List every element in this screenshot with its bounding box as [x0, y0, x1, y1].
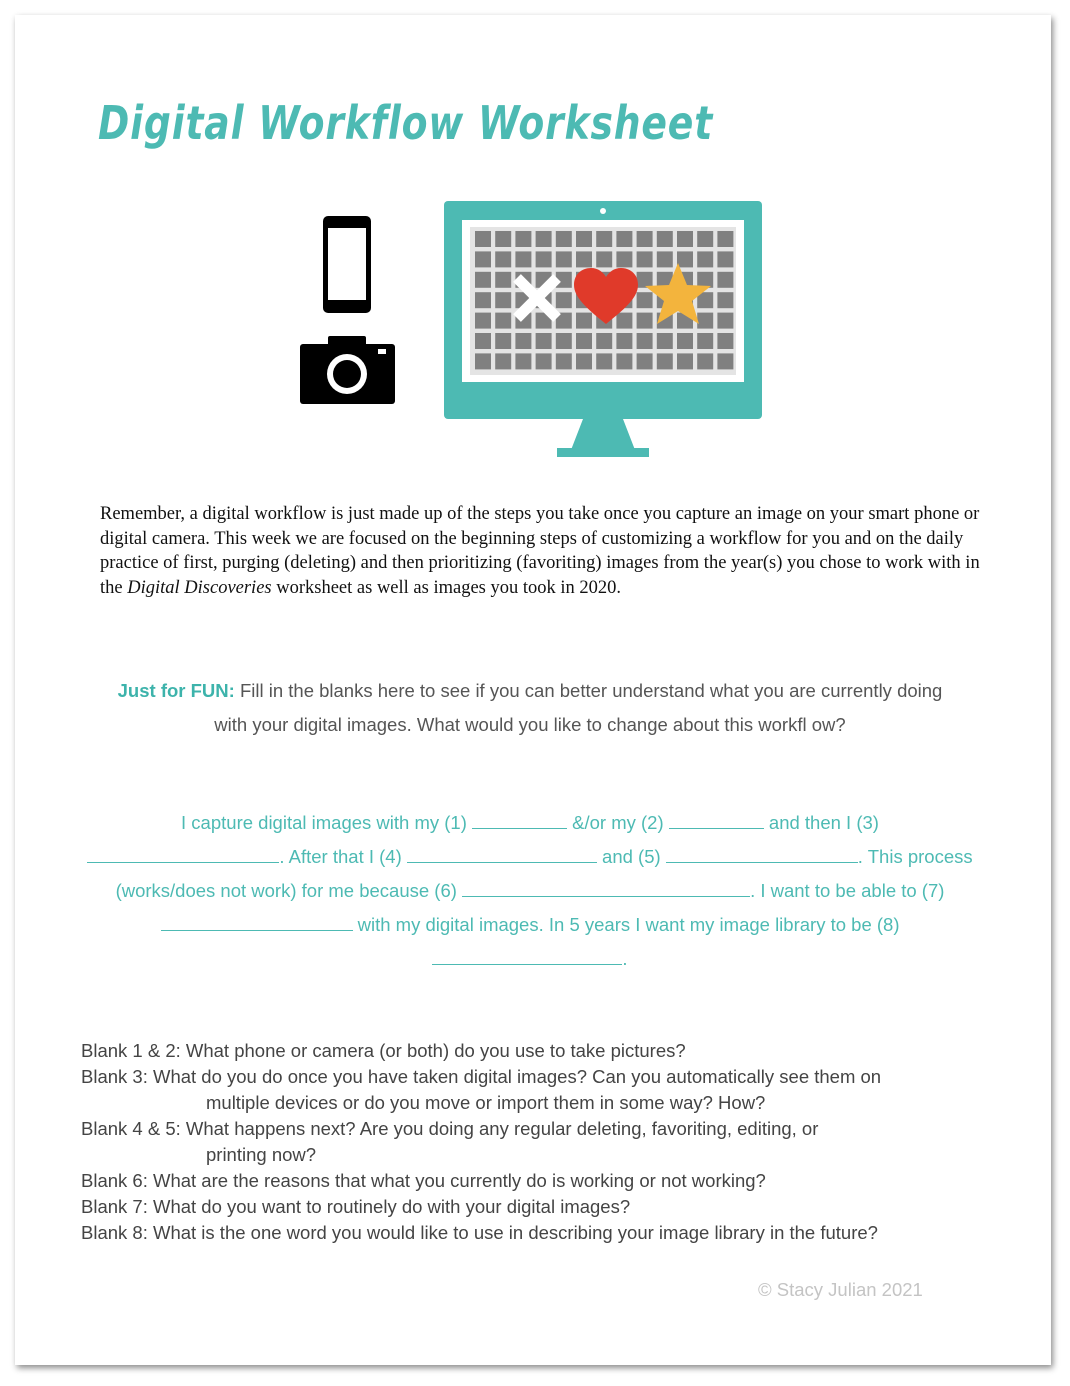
photo-thumbnail	[677, 251, 693, 267]
photo-thumbnail	[576, 231, 592, 247]
blank-5[interactable]	[666, 844, 858, 863]
blank-1[interactable]	[472, 810, 567, 829]
photo-thumbnail	[697, 251, 713, 267]
photo-thumbnail	[515, 333, 531, 349]
photo-thumbnail	[495, 333, 511, 349]
monitor-icon	[444, 201, 762, 457]
camera-icon	[300, 336, 395, 404]
fill-in-the-blanks: I capture digital images with my (1) &/or my (2) and then I (3) . After that I (4) and (5) . This process (works/does not work) for me because (6) . I want to be able to (7) with my digital images. In 5 years I want my image library to be (8) .	[80, 806, 980, 976]
photo-thumbnail	[596, 353, 612, 369]
hint-blank-4-5-continued: printing now?	[206, 1144, 317, 1165]
photo-thumbnail	[495, 292, 511, 308]
photo-thumbnail	[515, 231, 531, 247]
blank-4[interactable]	[407, 844, 597, 863]
photo-thumbnail	[717, 353, 733, 369]
photo-thumbnail	[697, 231, 713, 247]
photo-thumbnail	[536, 333, 552, 349]
photo-thumbnail	[717, 251, 733, 267]
photo-thumbnail	[697, 313, 713, 329]
illustration	[0, 0, 1070, 470]
photo-thumbnail	[576, 313, 592, 329]
photo-thumbnail	[717, 272, 733, 288]
hint-blank-8: Blank 8: What is the one word you would like to use in describing your image library in the future?	[81, 1222, 878, 1243]
photo-thumbnail	[576, 251, 592, 267]
photo-thumbnail	[536, 353, 552, 369]
blank-7[interactable]	[161, 912, 353, 931]
photo-thumbnail	[475, 313, 491, 329]
photo-thumbnail	[677, 353, 693, 369]
photo-thumbnail	[637, 272, 653, 288]
photo-thumbnail	[596, 251, 612, 267]
photo-thumbnail	[697, 333, 713, 349]
photo-thumbnail	[475, 292, 491, 308]
hint-blank-3: Blank 3: What do you do once you have taken digital images? Can you automatically see them on	[81, 1066, 882, 1087]
photo-thumbnail	[556, 292, 572, 308]
photo-thumbnail	[536, 251, 552, 267]
hint-blank-6: Blank 6: What are the reasons that what you currently do is working or not working?	[81, 1170, 766, 1191]
page-title: Digital Workflow Worksheet	[98, 96, 714, 150]
photo-thumbnail	[556, 231, 572, 247]
hint-blank-3-continued: multiple devices or do you move or import them in some way? How?	[206, 1092, 766, 1113]
hint-blank-4-5: Blank 4 & 5: What happens next? Are you doing any regular deleting, favoriting, editing, or	[81, 1118, 819, 1139]
photo-thumbnail	[657, 333, 673, 349]
photo-thumbnail	[495, 251, 511, 267]
photo-thumbnail	[536, 231, 552, 247]
photo-thumbnail	[616, 313, 632, 329]
photo-thumbnail	[637, 353, 653, 369]
photo-thumbnail	[495, 272, 511, 288]
photo-thumbnail	[495, 353, 511, 369]
blank-3[interactable]	[87, 844, 279, 863]
intro-paragraph: Remember, a digital workflow is just made up of the steps you take once you capture an image on your smart phone or digital camera. This week we are focused on the beginning steps of customizing a workflow for you and on the daily practice of first, purging (deleting) and then prioritizing (favoriting) images from the year(s) you chose to work with in the Digital Discoveries worksheet as well as images you took in 2020.	[100, 504, 980, 598]
photo-thumbnail	[475, 231, 491, 247]
photo-thumbnail	[637, 251, 653, 267]
photo-thumbnail	[475, 333, 491, 349]
photo-thumbnail	[576, 333, 592, 349]
blank-8[interactable]	[432, 946, 622, 965]
photo-thumbnail	[556, 333, 572, 349]
photo-thumbnail	[637, 313, 653, 329]
photo-thumbnail	[697, 353, 713, 369]
blank-hints	[81, 1038, 981, 1246]
hint-blank-7: Blank 7: What do you want to routinely do with your digital images?	[81, 1196, 631, 1217]
photo-thumbnail	[495, 313, 511, 329]
phone-icon	[323, 216, 371, 313]
photo-thumbnail	[717, 313, 733, 329]
copyright: © Stacy Julian 2021	[758, 1279, 923, 1300]
photo-thumbnail	[697, 272, 713, 288]
photo-thumbnail	[475, 353, 491, 369]
photo-thumbnail	[616, 251, 632, 267]
blank-6[interactable]	[462, 878, 750, 897]
photo-thumbnail	[576, 353, 592, 369]
photo-thumbnail	[677, 231, 693, 247]
photo-thumbnail	[596, 231, 612, 247]
photo-thumbnail	[556, 251, 572, 267]
photo-thumbnail	[616, 353, 632, 369]
blank-2[interactable]	[669, 810, 764, 829]
photo-thumbnail	[637, 333, 653, 349]
photo-thumbnail	[677, 333, 693, 349]
photo-thumbnail	[475, 272, 491, 288]
photo-thumbnail	[596, 333, 612, 349]
photo-thumbnail	[637, 292, 653, 308]
photo-thumbnail	[495, 231, 511, 247]
photo-thumbnail	[717, 292, 733, 308]
photo-thumbnail	[717, 333, 733, 349]
photo-thumbnail	[515, 251, 531, 267]
photo-thumbnail	[657, 353, 673, 369]
photo-thumbnail	[616, 333, 632, 349]
photo-thumbnail	[515, 353, 531, 369]
photo-thumbnail	[657, 251, 673, 267]
hint-blank-1-2: Blank 1 & 2: What phone or camera (or both) do you use to take pictures?	[81, 1040, 686, 1061]
just-for-fun-text: Just for FUN: Fill in the blanks here to see if you can better understand what you are currently doing with your digital images. What would you like to change about this workfl ow?	[117, 680, 943, 735]
photo-thumbnail	[657, 231, 673, 247]
photo-thumbnail	[717, 231, 733, 247]
photo-thumbnail	[556, 353, 572, 369]
photo-thumbnail	[616, 231, 632, 247]
photo-thumbnail	[637, 231, 653, 247]
just-for-fun-label: Just for FUN:	[117, 680, 235, 701]
photo-thumbnail	[475, 251, 491, 267]
